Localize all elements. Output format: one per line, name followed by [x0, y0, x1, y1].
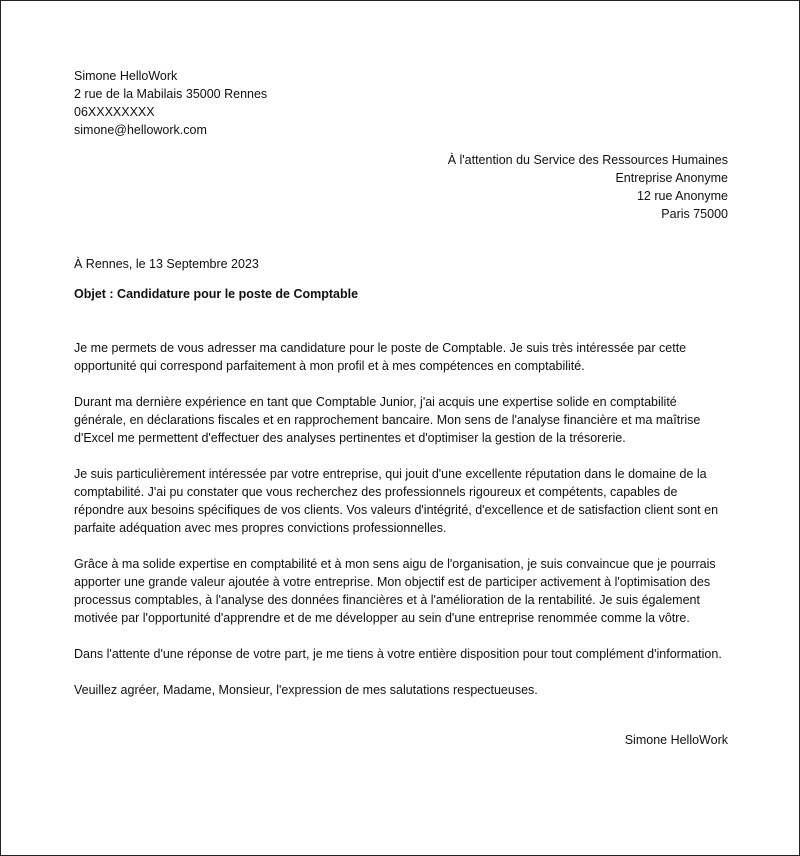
- body-paragraph: Je me permets de vous adresser ma candidature pour le poste de Comptable. Je suis très intéressée par cette opportunité qui correspond parfaitement à mon profil et à mes compétences en comptabilité.: [74, 341, 687, 373]
- signature: Simone HelloWork: [624, 733, 728, 747]
- body-paragraph: Durant ma dernière expérience en tant que Comptable Junior, j'ai acquis une expertise solide en comptabilité générale, en déclarations fiscales et en rapprochement bancaire. Mon sens de l'analyse financière et ma maîtrise d'Excel me permettent d'effectuer des analyses pertinentes et d'optimiser la gestion de la trésorerie.: [74, 395, 701, 445]
- letter-body: [74, 339, 728, 699]
- body-paragraph: Je suis particulièrement intéressée par votre entreprise, qui jouit d'une excellente réputation dans le domaine de la comptabilité. J'ai pu constater que vous recherchez des professionnels rigoureux et compétents, capables de répondre aux besoins spécifiques de vos clients. Vos valeurs d'intégrité, d'excellence et de satisfaction client sont en parfaite adéquation avec mes propres convictions professionnelles.: [74, 467, 719, 535]
- sender-name: Simone HelloWork: [74, 69, 178, 83]
- recipient-attention: À l'attention du Service des Ressources Humaines: [447, 153, 728, 167]
- recipient-company: Entreprise Anonyme: [615, 171, 728, 185]
- recipient-city: Paris 75000: [661, 207, 728, 221]
- recipient-street: 12 rue Anonyme: [636, 189, 728, 203]
- letter-content: [74, 67, 728, 749]
- recipient-block: [74, 151, 728, 223]
- body-paragraph: Dans l'attente d'une réponse de votre part, je me tiens à votre entière disposition pour tout complément d'information.: [74, 647, 722, 661]
- sender-phone: 06XXXXXXXX: [74, 105, 155, 119]
- body-paragraph: Grâce à ma solide expertise en comptabilité et à mon sens aigu de l'organisation, je suis convaincue que je pourrais apporter une grande valeur ajoutée à votre entreprise. Mon objectif est de participer activement à l'optimisation des processus comptables, à l'analyse des données financières et à l'amélioration de la rentabilité. Je suis également motivée par l'opportunité d'apprendre et de me développer au sein d'une entreprise renommée comme la vôtre.: [74, 557, 716, 625]
- sender-email: simone@hellowork.com: [74, 123, 207, 137]
- sender-block: [74, 67, 728, 139]
- closing-paragraph: Veuillez agréer, Madame, Monsieur, l'expression de mes salutations respectueuses.: [74, 683, 538, 697]
- subject-line: Objet : Candidature pour le poste de Comptable: [74, 287, 359, 301]
- sender-address: 2 rue de la Mabilais 35000 Rennes: [74, 87, 268, 101]
- date-line: À Rennes, le 13 Septembre 2023: [74, 257, 259, 271]
